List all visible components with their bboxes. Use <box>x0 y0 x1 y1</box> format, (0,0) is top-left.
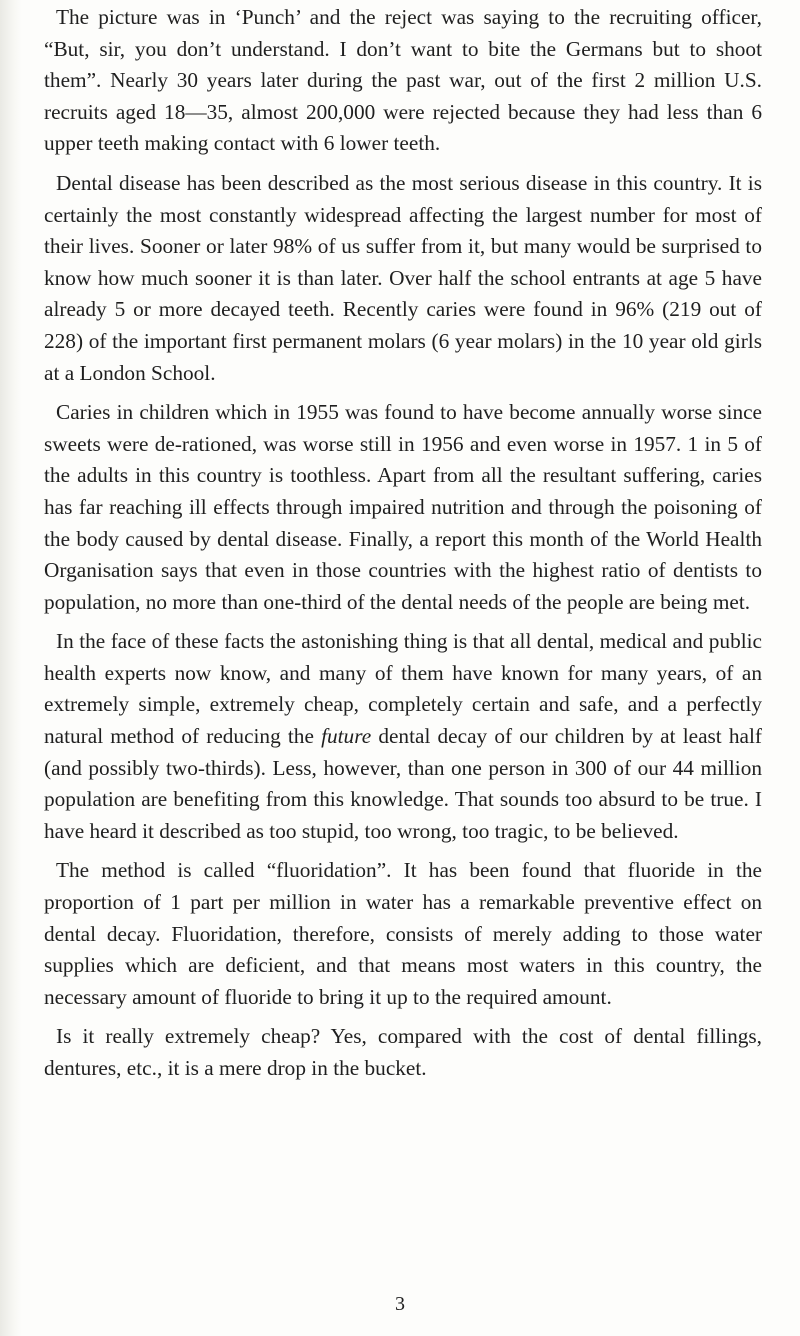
paragraph-punch-recruit: The picture was in ‘Punch’ and the reject was saying to the recruiting officer, “But, sir, you don’t understand. I don’t want to bite the Germans but to shoot them”. Nearly 30 years later during the past war, out of the first 2 million U.S. recruits aged 18—35, almost 200,000 were rejected because they had less than 6 upper teeth making contact with 6 lower teeth. <box>44 5 762 156</box>
page-edge-shadow <box>0 0 22 1336</box>
paragraph-caries-children: Caries in children which in 1955 was found to have become annually worse since sweets were de-rationed, was worse still in 1956 and even worse in 1957. 1 in 5 of the adults in this country is toothless. Apart from all the resultant suffering, caries has far reaching ill effects through impaired nutrition and through the poisoning of the body caused by dental disease. Finally, a report this month of the World Health Organisation says that even in those countries with the highest ratio of dentists to population, no more than one-third of the dental needs of the people are being met. <box>44 400 762 614</box>
paragraph-fluoridation-method: The method is called “fluoridation”. It has been found that fluoride in the proportion of 1 part per million in water has a remarkable preventive effect on dental decay. Fluoridation, therefore, consists of merely adding to those water supplies which are deficient, and that means most waters in this country, the necessary amount of fluoride to bring it up to the required amount. <box>44 858 762 1009</box>
emphasis-future: future <box>321 724 372 749</box>
paragraph-astonishing-thing <box>44 626 762 847</box>
paragraph-dental-disease: Dental disease has been described as the most serious disease in this country. It is certainly the most constantly widespread affecting the largest number for most of their lives. Sooner or later 98% of us suffer from it, but many would be surprised to know how much sooner it is than later. Over half the school entrants at age 5 have already 5 or more decayed teeth. Recently caries were found in 96% (219 out of 228) of the important first permanent molars (6 year molars) in the 10 year old girls at a London School. <box>44 170 762 385</box>
body-text <box>44 2 762 1093</box>
page-number: 3 <box>395 1293 405 1315</box>
paragraph-4-before: In the face of these facts the astonishing thing is that all dental, medical and public health experts now know, and many of them have known for many years, of an extremely simple, extremely cheap, completely certain and safe, and a perfectly natural method of reducing the <box>44 629 762 749</box>
paragraph-cheap-question: Is it really extremely cheap? Yes, compared with the cost of dental fillings, dentures, etc., it is a mere drop in the bucket. <box>44 1024 762 1080</box>
paragraph-4-after: dental decay of our children by at least half (and possibly two-thirds). Less, however, than one person in 300 of our 44 million population are benefiting from this knowledge. That sounds too absurd to be true. I have heard it described as too stupid, too wrong, too tragic, to be believed. <box>44 724 762 843</box>
